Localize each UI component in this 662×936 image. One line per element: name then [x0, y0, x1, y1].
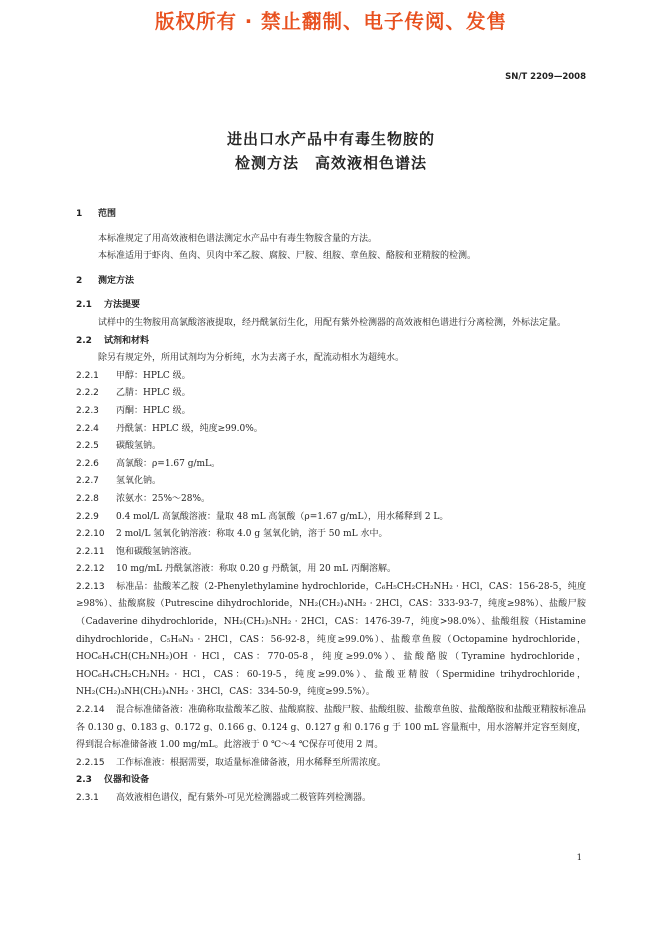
item-number: 2.2.4	[76, 423, 99, 434]
item-text: 浓氨水：25%～28%。	[116, 493, 211, 504]
title-line-1: 进出口水产品中有毒生物胺的	[226, 130, 435, 148]
section-1-heading	[76, 206, 586, 224]
item-number: 2.2.11	[76, 546, 105, 557]
item-text: 氢氧化钠。	[116, 476, 162, 487]
list-item	[76, 526, 586, 544]
title-line-2: 检测方法 高效液相色谱法	[234, 154, 427, 172]
list-item	[76, 790, 586, 808]
item-text: 碳酸氢钠。	[116, 441, 162, 452]
list-item	[76, 421, 586, 439]
section-title: 测定方法	[98, 275, 135, 286]
item-number: 2.2.7	[76, 476, 99, 487]
list-item	[76, 509, 586, 527]
list-item	[76, 561, 586, 579]
item-number: 2.3.1	[76, 793, 99, 803]
item-text: 丹酰氯：HPLC 级，纯度≥99.0%。	[116, 423, 263, 434]
item-text: 高效液相色谱仪，配有紫外-可见光检测器或二极管阵列检测器。	[116, 793, 372, 803]
list-item	[76, 579, 586, 702]
item-text: 2 mol/L 氢氧化钠溶液：称取 4.0 g 氢氧化钠，溶于 50 mL 水中。	[116, 529, 388, 540]
list-item	[76, 755, 586, 773]
item-text: 高氯酸：ρ=1.67 g/mL。	[116, 458, 221, 469]
item-number: 2.2.10	[76, 529, 105, 540]
item-number: 2.2.15	[76, 757, 105, 768]
item-text: 饱和碳酸氢钠溶液。	[116, 546, 198, 557]
subsection-2-2-heading	[76, 333, 586, 351]
copyright-watermark: 版权所有 · 禁止翻制、电子传阅、发售	[155, 10, 507, 33]
section-2-heading	[76, 273, 586, 291]
item-text: 混合标准储备液：准确称取盐酸苯乙胺、盐酸腐胺、盐酸尸胺、盐酸组胺、盐酸章鱼胺、盐酸酪胺和盐酸亚精胺标准品各 0.130 g、0.183 g、0.172 g、0.166 g、0.124 g、0.127 g 和 0.176 g 于 100 mL 容量瓶中，用水溶解并定容至刻度，得到混合标准储备液 1.00 mg/mL。此溶液于 0 ℃～4 ℃保存可使用 2 周。	[76, 705, 586, 751]
list-item	[76, 385, 586, 403]
subsection-number: 2.1	[76, 300, 92, 311]
list-item	[76, 438, 586, 456]
list-item	[76, 368, 586, 386]
item-text: 标准品：盐酸苯乙胺（2-Phenylethylamine hydrochloride，C₆H₅CH₂CH₂NH₂ · HCl，CAS：156-28-5，纯度≥98%）、盐酸腐胺（Putrescine dihydrochloride，NH₂(CH₂)₄NH₂ · 2HCl，CAS：333-93-7，纯度≥98%）、盐酸尸胺（Cadaverine dihydrochloride，NH₂(CH₂)₅NH₂ · 2HCl，CAS：1476-39-7，纯度>98.0%）、盐酸组胺（Histamine dihydrochloride，C₅H₉N₃ · 2HCl，CAS：56-92-8，纯度≥99.0%）、盐酸章鱼胺（Octopamine hydrochloride，HOC₆H₄CH(CH₂NH₂)OH · HCl，CAS：770-05-8，纯度≥99.0%）、盐酸酪胺（Tyramine hydrochloride，HOC₆H₄CH₂CH₂NH₂ · HCl，CAS：60-19-5，纯度≥99.0%）、盐酸亚精胺（Spermidine trihydrochloride，NH₂(CH₂)₃NH(CH₂)₄NH₂ · 3HCl，CAS：334-50-9，纯度≥99.5%）。	[76, 581, 586, 698]
subsection-number: 2.3	[76, 775, 92, 786]
section-number: 2	[76, 275, 83, 286]
item-text: 乙腈：HPLC 级。	[116, 388, 191, 399]
item-text: 工作标准液：根据需要，取适量标准储备液，用水稀释至所需浓度。	[116, 757, 387, 768]
item-number: 2.2.2	[76, 388, 99, 399]
scope-paragraph-1: 本标准规定了用高效液相色谱法测定水产品中有毒生物胺含量的方法。	[98, 233, 378, 244]
list-item	[76, 544, 586, 562]
list-item	[76, 403, 586, 421]
subsection-title: 试剂和材料	[104, 335, 150, 346]
item-number: 2.2.12	[76, 564, 105, 575]
subsection-title: 仪器和设备	[104, 775, 150, 786]
item-number: 2.2.13	[76, 581, 105, 592]
item-number: 2.2.8	[76, 493, 99, 504]
list-item	[76, 473, 586, 491]
item-text: 丙酮：HPLC 级。	[116, 405, 191, 416]
reagents-intro-text: 除另有规定外，所用试剂均为分析纯，水为去离子水，配流动相水为超纯水。	[98, 353, 405, 364]
subsection-2-1-heading	[76, 297, 586, 315]
item-number: 2.2.5	[76, 441, 99, 452]
item-text: 甲醇：HPLC 级。	[116, 370, 191, 381]
item-number: 2.2.3	[76, 405, 99, 416]
item-number: 2.2.9	[76, 511, 99, 522]
document-title	[0, 127, 662, 175]
item-number: 2.2.1	[76, 370, 99, 381]
subsection-title: 方法提要	[104, 300, 141, 311]
item-number: 2.2.6	[76, 458, 99, 469]
list-item	[76, 702, 586, 755]
scope-paragraph-2: 本标准适用于虾肉、鱼肉、贝肉中苯乙胺、腐胺、尸胺、组胺、章鱼胺、酪胺和亚精胺的检测。	[98, 251, 477, 262]
list-item	[76, 491, 586, 509]
item-number: 2.2.14	[76, 705, 105, 716]
page-number: 1	[576, 853, 582, 863]
method-summary-text: 试样中的生物胺用高氯酸溶液提取，经丹酰氯衍生化，用配有紫外检测器的高效液相色谱进行分离检测，外标法定量。	[98, 317, 567, 328]
section-number: 1	[76, 209, 83, 219]
item-text: 0.4 mol/L 高氯酸溶液：量取 48 mL 高氯酸（ρ=1.67 g/mL），用水稀释到 2 L。	[116, 511, 449, 522]
subsection-2-3-heading	[76, 772, 586, 790]
subsection-number: 2.2	[76, 335, 92, 346]
list-item	[76, 456, 586, 474]
standard-code: SN/T 2209—2008	[505, 72, 586, 82]
document-body	[76, 206, 586, 808]
section-title: 范围	[98, 209, 117, 219]
item-text: 10 mg/mL 丹酰氯溶液：称取 0.20 g 丹酰氯，用 20 mL 丙酮溶解。	[116, 564, 396, 575]
